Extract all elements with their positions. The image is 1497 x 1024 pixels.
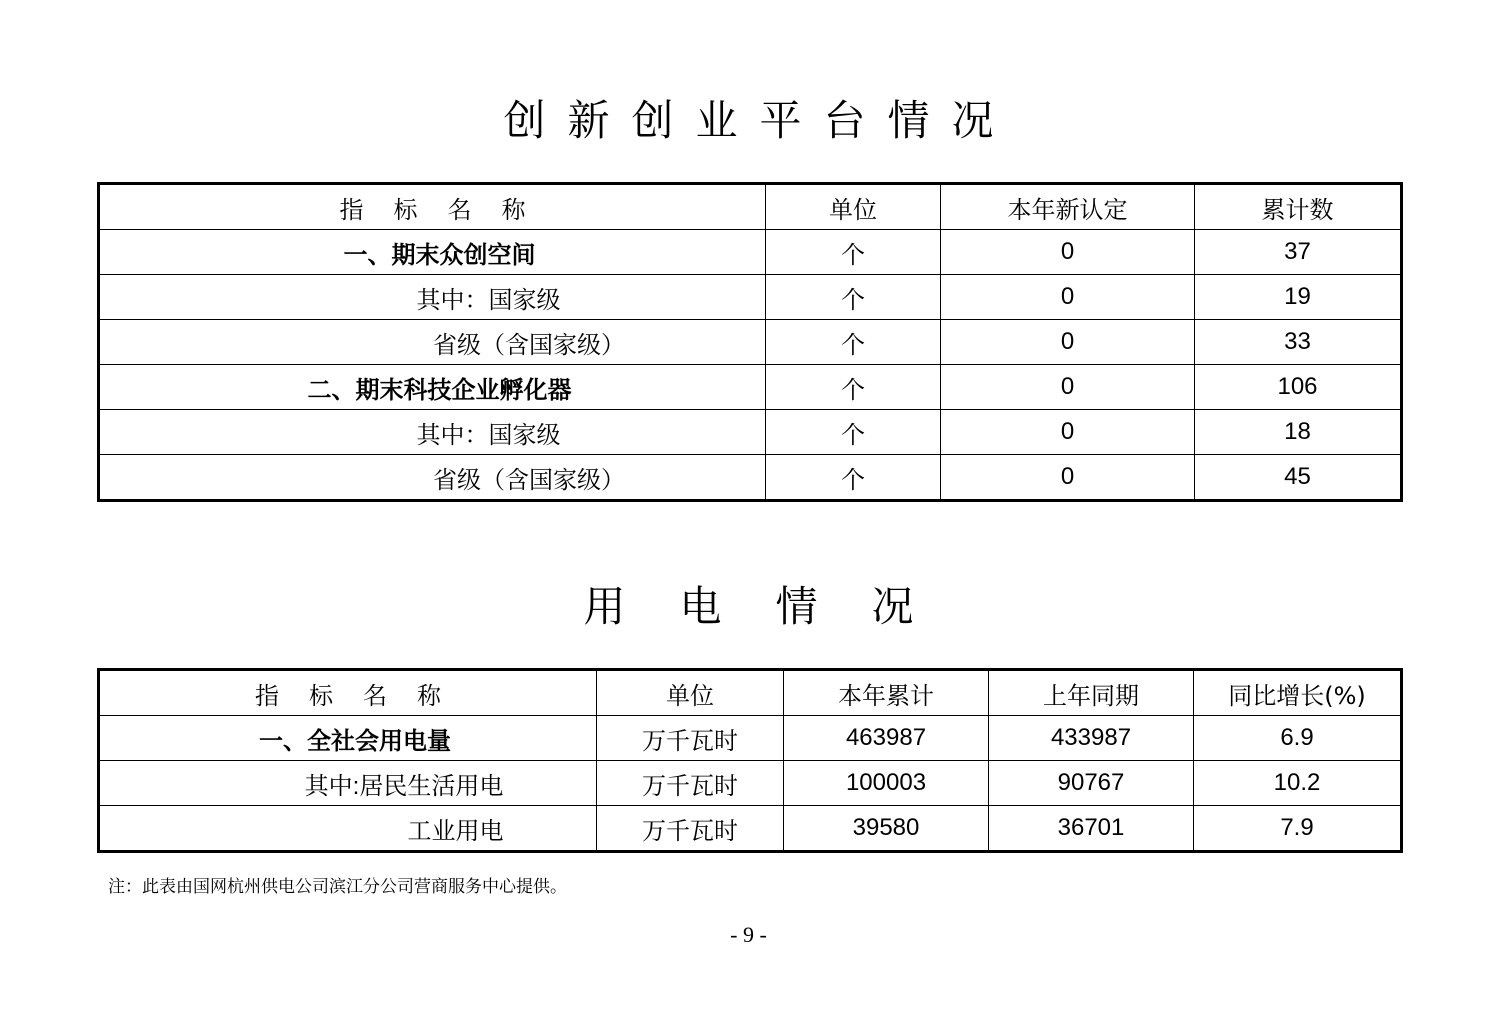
- row-total: 18: [1195, 410, 1402, 455]
- row-name: 一、全社会用电量: [99, 716, 597, 761]
- row-current: 100003: [784, 761, 989, 806]
- table-row: [99, 320, 1402, 365]
- row-unit: 万千瓦时: [597, 761, 784, 806]
- table-footnote: 注：此表由国网杭州供电公司滨江分公司营商服务中心提供。: [108, 877, 567, 897]
- column-header-unit: 单位: [597, 670, 784, 716]
- table-row: [99, 365, 1402, 410]
- row-name: 工业用电: [99, 806, 597, 852]
- column-header-total: 累计数: [1195, 184, 1402, 230]
- column-header-name: 指标名称: [99, 184, 766, 230]
- table-row: [99, 410, 1402, 455]
- section-title-electricity: 用电情况: [583, 582, 968, 631]
- row-current: 39580: [784, 806, 989, 852]
- row-previous: 433987: [989, 716, 1194, 761]
- column-header-growth: 同比增长(%): [1194, 670, 1402, 716]
- row-growth: 6.9: [1194, 716, 1402, 761]
- row-new: 0: [941, 365, 1195, 410]
- electricity-table: [97, 668, 1403, 853]
- row-previous: 36701: [989, 806, 1194, 852]
- row-total: 45: [1195, 455, 1402, 501]
- column-header-current: 本年累计: [784, 670, 989, 716]
- table-header-row: [99, 184, 1402, 230]
- row-name: 二、期末科技企业孵化器: [99, 365, 766, 410]
- row-unit: 个: [766, 275, 941, 320]
- row-total: 19: [1195, 275, 1402, 320]
- row-total: 37: [1195, 230, 1402, 275]
- row-new: 0: [941, 410, 1195, 455]
- row-name: 其中：国家级: [99, 275, 766, 320]
- row-current: 463987: [784, 716, 989, 761]
- table-row: [99, 275, 1402, 320]
- row-new: 0: [941, 455, 1195, 501]
- table-header-row: [99, 670, 1402, 716]
- row-unit: 个: [766, 320, 941, 365]
- innovation-platform-table: [97, 182, 1403, 502]
- row-new: 0: [941, 320, 1195, 365]
- row-unit: 个: [766, 410, 941, 455]
- row-new: 0: [941, 275, 1195, 320]
- row-unit: 个: [766, 230, 941, 275]
- row-total: 106: [1195, 365, 1402, 410]
- row-name: 其中:居民生活用电: [99, 761, 597, 806]
- table-row: [99, 806, 1402, 852]
- row-new: 0: [941, 230, 1195, 275]
- page-number: - 9 -: [730, 922, 767, 947]
- table-row: [99, 761, 1402, 806]
- section-title-innovation: 创新创业平台情况: [503, 96, 1016, 145]
- row-growth: 7.9: [1194, 806, 1402, 852]
- row-name: 省级（含国家级）: [99, 455, 766, 501]
- table-row: [99, 230, 1402, 275]
- row-unit: 万千瓦时: [597, 716, 784, 761]
- row-previous: 90767: [989, 761, 1194, 806]
- column-header-new: 本年新认定: [941, 184, 1195, 230]
- table-row: [99, 455, 1402, 501]
- row-unit: 万千瓦时: [597, 806, 784, 852]
- row-total: 33: [1195, 320, 1402, 365]
- row-growth: 10.2: [1194, 761, 1402, 806]
- row-name: 其中：国家级: [99, 410, 766, 455]
- column-header-unit: 单位: [766, 184, 941, 230]
- row-unit: 个: [766, 365, 941, 410]
- column-header-name: 指标名称: [99, 670, 597, 716]
- row-unit: 个: [766, 455, 941, 501]
- table-row: [99, 716, 1402, 761]
- row-name: 一、期末众创空间: [99, 230, 766, 275]
- row-name: 省级（含国家级）: [99, 320, 766, 365]
- column-header-previous: 上年同期: [989, 670, 1194, 716]
